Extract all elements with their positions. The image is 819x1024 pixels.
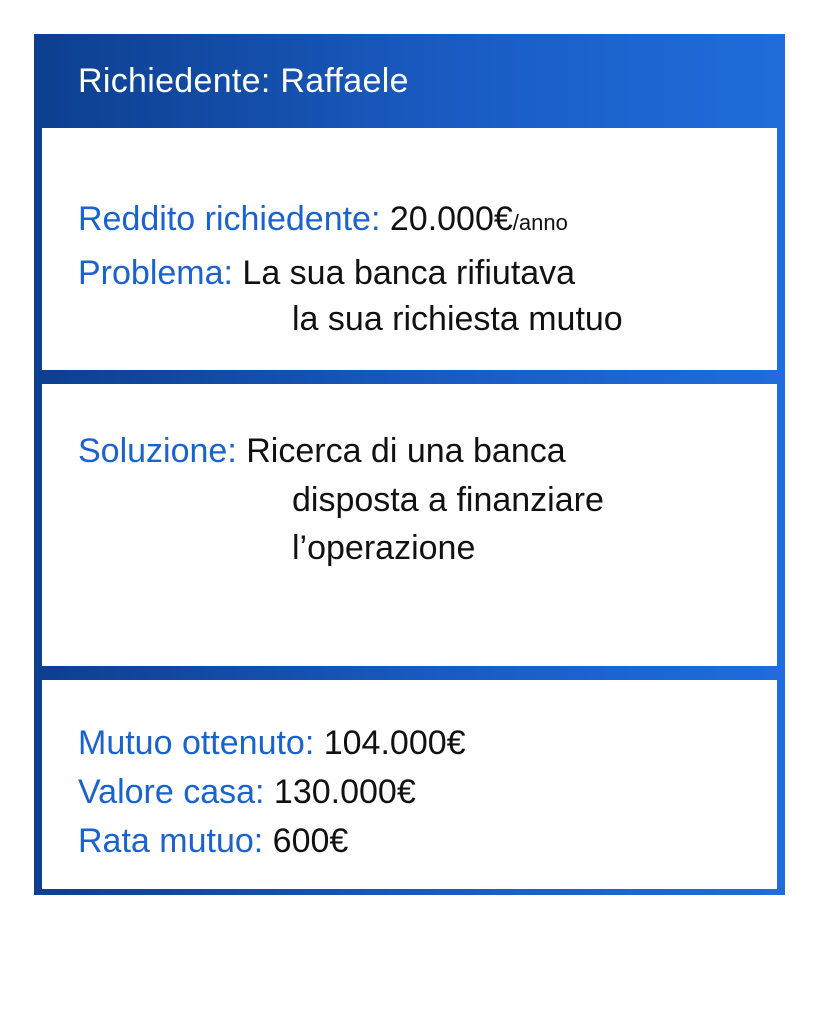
rate-value: 600€ [272, 822, 349, 860]
rate-row [78, 818, 348, 864]
problem-line-1: La sua banca rifiutava [242, 254, 576, 292]
house-label: Valore casa: [78, 773, 265, 811]
problem-line-2: la sua richiesta mutuo [292, 300, 623, 338]
solution-label: Soluzione: [78, 432, 237, 470]
applicant-title: Richiedente: Raffaele [78, 62, 409, 100]
solution-row [78, 428, 566, 474]
loan-row [78, 720, 466, 766]
results-panel [42, 680, 777, 889]
rate-label: Rata mutuo: [78, 822, 264, 860]
solution-line-3: l’operazione [292, 529, 476, 567]
income-value: 20.000€ [389, 200, 513, 238]
case-study-card [34, 34, 785, 895]
profile-panel [42, 128, 777, 370]
solution-line-1: Ricerca di una banca [246, 432, 566, 470]
solution-panel [42, 384, 777, 666]
card-header [34, 34, 785, 128]
problem-label: Problema: [78, 254, 233, 292]
solution-line-2: disposta a finanziare [292, 481, 604, 519]
house-row [78, 769, 416, 815]
income-row [78, 196, 568, 246]
income-unit: /anno [512, 210, 568, 235]
problem-row [78, 250, 575, 296]
house-value: 130.000€ [273, 773, 416, 811]
loan-label: Mutuo ottenuto: [78, 724, 315, 762]
loan-value: 104.000€ [323, 724, 466, 762]
income-label: Reddito richiedente: [78, 200, 381, 238]
